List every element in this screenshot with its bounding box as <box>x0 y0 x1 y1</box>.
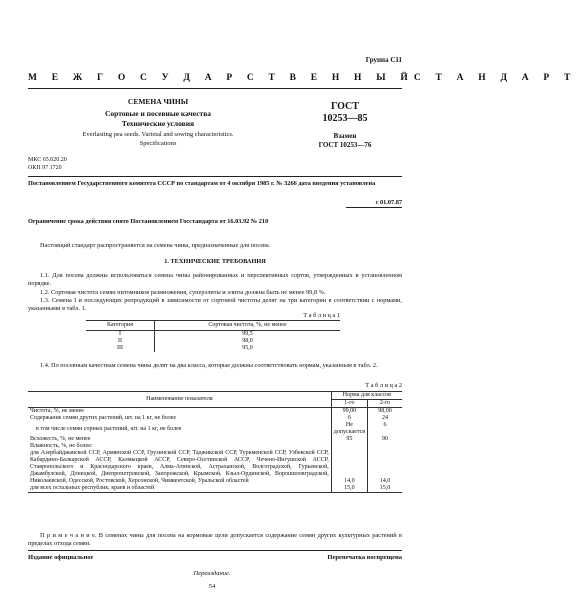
table-row <box>28 415 402 422</box>
table2-cell: 6 <box>368 422 403 436</box>
table-row <box>28 408 402 416</box>
standard-banner <box>28 73 577 83</box>
validity-text: Ограничение срока действия снято Постановлением Госстандарта от 16.03.92 № 210 <box>28 218 269 225</box>
table2-cell: 14,0 <box>331 450 367 485</box>
table1-cell: 95,0 <box>154 345 340 352</box>
table2-cell: 15,0 <box>368 485 403 493</box>
footer-reprint-prohibited: Перепечатка воспрещена <box>327 554 402 561</box>
table2-cell: Не допускается <box>331 422 367 436</box>
table2-header-norm: Норма для классов <box>331 392 402 400</box>
table1-cell: 99,5 <box>154 331 340 339</box>
gost-number: 10253—85 <box>322 113 368 124</box>
decree-text: Постановлением Государственного комитета СССР по стандартам от 4 октября 1985 г. № 3266 дата введения установлена <box>28 180 376 187</box>
table2-cell: 6 <box>331 415 367 422</box>
footer-rule <box>28 550 402 551</box>
table-row <box>28 422 402 436</box>
table2-cell: для Азербайджанской ССР, Армянской ССР, Грузинской ССР, Таджикской ССР, Туркменской ССР, Узбекской ССР, Кабардино-Балкарской АССР, Калмыцкой АССР, Северо-Осетинской АССР, Чечено-Ингушской АССР, Ставропольского и Краснодарского краев, Алма-Атинской, Астраханской, Волгоградской, Гурьевской, Джамбулской, Донецкой, Днепропетровской, Запорожской, Крымской, Кзыл-Ординской, Ворошиловградской, Николаевской, Одесской, Ростовской, Херсонской, Чимкентской, Уральской областей <box>30 450 329 484</box>
table2-cell: 15,0 <box>331 485 367 493</box>
table2-cell: 98,00 <box>368 408 403 416</box>
table2-cell: Влажность, %, не более: <box>30 443 93 449</box>
note-text: П р и м е ч а н и е. В семенах чины для посева на кормовые цели допускается содержание семян других культурных растений в пределах отхода семян. <box>28 532 402 547</box>
table2-cell: Содержание семян других растений, шт. на 1 кг, не более <box>30 415 177 421</box>
table1-cell: 98,0 <box>154 338 340 345</box>
paragraph-1-2: 1.2. Сортовая чистота семян питомников размножения, суперэлиты и элиты должна быть не менее 99,8 %. <box>40 289 326 296</box>
table2-header-name: Наименование показателя <box>28 392 331 408</box>
table-1 <box>86 320 340 352</box>
table-row <box>86 345 340 352</box>
codes-rule <box>28 176 402 177</box>
okp-code: ОКП 97 1720 <box>28 165 62 171</box>
doc-subtitle-2: Технические условия <box>121 119 195 128</box>
doc-title: СЕМЕНА ЧИНЫ <box>127 97 189 106</box>
table-row <box>86 338 340 345</box>
date-rule <box>346 207 402 208</box>
footer-official-edition: Издание официальное <box>28 554 94 561</box>
banner-left: М Е Ж Г О С У Д А Р С Т В Е Н Н Ы Й <box>28 73 414 83</box>
table1-header-purity: Сортовая чистота, %, не менее <box>154 321 340 331</box>
table2-cell: 14,0 <box>368 450 403 485</box>
table2-cell: Всхожесть, %, не менее <box>30 436 91 442</box>
paragraph-1-4: 1.4. По посевным качествам семена чины делят на два класса, которые должны соответствовать нормам, указанным в табл. 2. <box>40 362 378 369</box>
section-heading: 1. ТЕХНИЧЕСКИЕ ТРЕБОВАНИЯ <box>164 258 266 265</box>
reprint-label: Переиздание. <box>193 570 231 577</box>
table2-cell: 24 <box>368 415 403 422</box>
table2-cell: 90 <box>368 436 403 443</box>
table-row <box>28 443 402 450</box>
date-in-effect: с 01.07.87 <box>375 199 402 206</box>
banner-right: С Т А Н Д А Р Т <box>413 73 577 83</box>
table-row <box>28 485 402 493</box>
page-number: 54 <box>208 583 216 590</box>
paragraph-1-3: 1.3. Семена I и последующих репродукций в зависимости от сортовой чистоты делят на три категории в соответствии с нормами, указанными в табл. 1. <box>28 297 402 312</box>
table1-cell: I <box>118 331 121 337</box>
table2-cell <box>368 443 403 450</box>
paragraph-1-1: 1.1. Для посева должны использоваться семена чины районированных и перспективных сортов, утвержденных в установленном порядке. <box>28 272 402 287</box>
table2-cell: 99,00 <box>331 408 367 416</box>
english-title-2: Specifications <box>139 140 177 147</box>
table2-cell: в том числе семян сорных растений, шт. на 1 кг, не более <box>36 425 182 432</box>
table2-header-class2: 2-го <box>368 400 403 408</box>
table1-caption: Т а б л и ц а 1 <box>303 312 340 319</box>
table-row <box>28 450 402 485</box>
gost-label: ГОСТ <box>331 101 359 112</box>
gost-replace-number: ГОСТ 10253—76 <box>318 141 372 149</box>
table1-cell: III <box>116 345 123 351</box>
table2-cell <box>331 443 367 450</box>
table2-cell: для всех остальных республик, краев и областей <box>30 485 155 491</box>
table2-caption: Т а б л и ц а 2 <box>365 382 402 389</box>
table-row <box>86 331 340 339</box>
table2-cell: 95 <box>331 436 367 443</box>
gost-replace-label: Взамен <box>333 132 357 140</box>
group-label: Группа С11 <box>365 56 402 64</box>
table-row <box>28 436 402 443</box>
mks-code: МКС 65.020.20 <box>28 157 67 163</box>
table1-cell: II <box>117 338 122 344</box>
table2-cell: Чистота, %, не менее <box>30 408 84 414</box>
table-2 <box>28 391 402 493</box>
intro-paragraph: Настоящий стандарт распространяется на семена чины, предназначенные для посева. <box>40 242 271 249</box>
classification-codes <box>28 156 67 172</box>
banner-rule <box>28 88 402 89</box>
footer <box>28 554 402 561</box>
english-title-1: Everlasting pea seeds. Varietal and sowing characteristics. <box>82 131 234 138</box>
table2-header-class1: 1-го <box>331 400 367 408</box>
doc-subtitle-1: Сортовые и посевные качества <box>104 109 212 118</box>
table1-header-category: Категория <box>86 321 154 331</box>
